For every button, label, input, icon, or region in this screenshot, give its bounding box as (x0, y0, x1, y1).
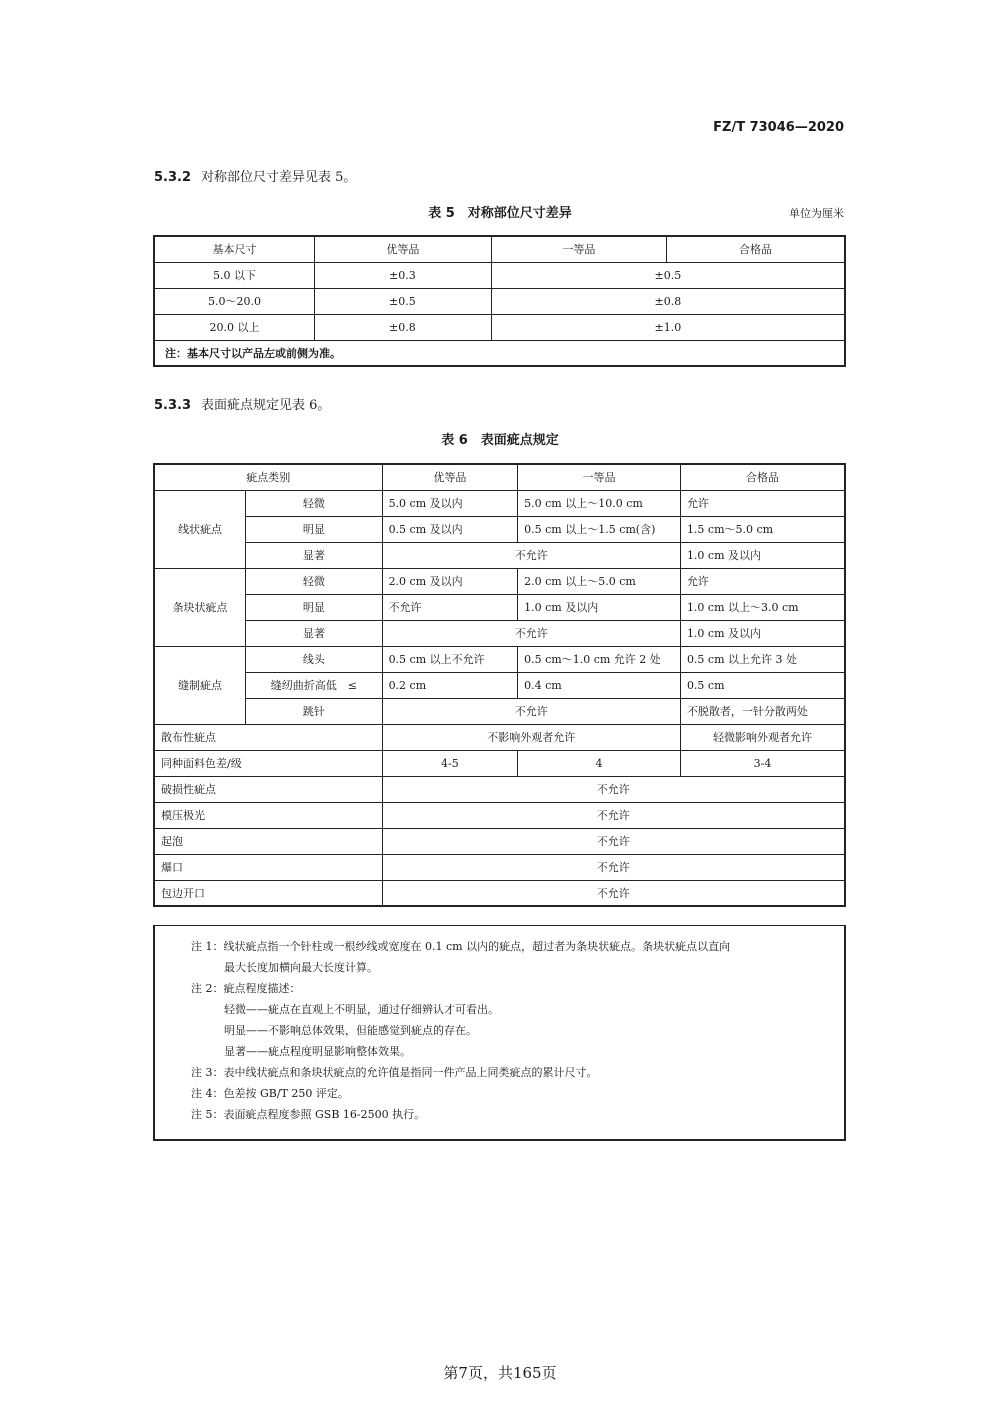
defect-sub-label: 线头 (246, 646, 382, 672)
size-cell: 20.0 以上 (154, 314, 315, 340)
table-row (154, 828, 845, 854)
table6-header: 疵点类别 (154, 464, 382, 490)
defect-label: 爆口 (154, 854, 382, 880)
superior-cell: ±0.5 (315, 288, 492, 314)
first-grade-cell: 0.5 cm 以上～1.5 cm(含) (518, 516, 681, 542)
note-1-continued: 最大长度加横向最大长度计算。 (224, 961, 378, 974)
superior-cell: 2.0 cm 及以内 (382, 568, 518, 594)
table5-header: 合格品 (667, 236, 845, 262)
table5-header: 优等品 (315, 236, 492, 262)
qualified-cell: 1.0 cm 及以内 (680, 620, 845, 646)
defect-label: 同种面料色差/级 (154, 750, 382, 776)
defect-label: 破损性疵点 (154, 776, 382, 802)
table5-unit: 单位为厘米 (789, 207, 844, 220)
table5-note: 注：基本尺寸以产品左或前侧为准。 (154, 340, 845, 366)
defect-sub-label: 明显 (246, 516, 382, 542)
superior-cell: 5.0 cm 及以内 (382, 490, 518, 516)
merged-grade-cell: 不允许 (382, 542, 680, 568)
size-cell: 5.0～20.0 (154, 288, 315, 314)
table-row (154, 262, 845, 288)
first-grade-cell: 1.0 cm 及以内 (518, 594, 681, 620)
note-3: 注 3：表中线状疵点和条块状疵点的允许值是指同一件产品上同类疵点的累计尺寸。 (191, 1066, 598, 1079)
table-row (154, 568, 845, 594)
defect-sub-label: 跳针 (246, 698, 382, 724)
defect-group-label: 条块状疵点 (154, 568, 246, 646)
table-row (154, 802, 845, 828)
table6 (153, 463, 846, 907)
defect-label: 散布性疵点 (154, 724, 382, 750)
table-row (154, 288, 845, 314)
merged-grade-cell: 不允许 (382, 776, 845, 802)
superior-cell: 不允许 (382, 594, 518, 620)
qualified-cell: 不脱散者，一针分散两处 (680, 698, 845, 724)
defect-label: 起泡 (154, 828, 382, 854)
qualified-cell: 1.0 cm 及以内 (680, 542, 845, 568)
table-row (154, 672, 845, 698)
defect-group-label: 线状疵点 (154, 490, 246, 568)
superior-cell: 0.5 cm 及以内 (382, 516, 518, 542)
merged-grade-cell: 不允许 (382, 880, 845, 906)
first-grade-cell: 4 (518, 750, 681, 776)
merged-grade-cell: 不允许 (382, 698, 680, 724)
first-grade-cell: 5.0 cm 以上～10.0 cm (518, 490, 681, 516)
table-row (154, 542, 845, 568)
table-row (154, 750, 845, 776)
first-grade-cell: 0.4 cm (518, 672, 681, 698)
table5-caption: 表 5 对称部位尺寸差异 (428, 206, 572, 221)
defect-sub-label: 显著 (246, 542, 382, 568)
section-5-3-3 (154, 394, 330, 413)
table-row (154, 854, 845, 880)
note-2-significant: 显著——疵点程度明显影响整体效果。 (224, 1045, 411, 1058)
merged-grade-cell: 不允许 (382, 620, 680, 646)
section-number: 5.3.2 (154, 170, 192, 185)
note-2-obvious: 明显——不影响总体效果，但能感觉到疵点的存在。 (224, 1024, 477, 1037)
merged-grade-cell: ±0.5 (491, 262, 845, 288)
table-row (154, 646, 845, 672)
superior-cell: ±0.3 (315, 262, 492, 288)
table-row (154, 776, 845, 802)
qualified-cell: 3-4 (680, 750, 845, 776)
qualified-cell: 0.5 cm (680, 672, 845, 698)
table5-header: 基本尺寸 (154, 236, 315, 262)
note-5: 注 5：表面疵点程度参照 GSB 16-2500 执行。 (191, 1108, 426, 1121)
page-footer: 第7页，共165页 (443, 1364, 557, 1382)
first-grade-cell: 2.0 cm 以上～5.0 cm (518, 568, 681, 594)
table5-header: 一等品 (491, 236, 666, 262)
section-number: 5.3.3 (154, 398, 192, 413)
table-row (154, 620, 845, 646)
defect-sub-label: 轻微 (246, 568, 382, 594)
section-5-3-2 (154, 166, 356, 185)
table-row (154, 594, 845, 620)
superior-cell: 0.5 cm 以上不允许 (382, 646, 518, 672)
defect-label: 模压极光 (154, 802, 382, 828)
table6-header: 一等品 (518, 464, 681, 490)
table6-caption: 表 6 表面疵点规定 (441, 433, 559, 448)
table6-notes (153, 925, 846, 1141)
table6-header: 优等品 (382, 464, 518, 490)
defect-label: 包边开口 (154, 880, 382, 906)
defect-group-label: 缝制疵点 (154, 646, 246, 724)
merged-grade-cell: 不影响外观者允许 (382, 724, 680, 750)
superior-cell: ±0.8 (315, 314, 492, 340)
size-cell: 5.0 以下 (154, 262, 315, 288)
table-row (154, 490, 845, 516)
defect-sub-label: 明显 (246, 594, 382, 620)
table-row (154, 314, 845, 340)
merged-grade-cell: ±1.0 (491, 314, 845, 340)
qualified-cell: 1.0 cm 以上～3.0 cm (680, 594, 845, 620)
qualified-cell: 轻微影响外观者允许 (680, 724, 845, 750)
defect-sub-label: 显著 (246, 620, 382, 646)
standard-code: FZ/T 73046—2020 (713, 120, 844, 135)
superior-cell: 4-5 (382, 750, 518, 776)
table-row (154, 698, 845, 724)
qualified-cell: 1.5 cm～5.0 cm (680, 516, 845, 542)
table-row (154, 724, 845, 750)
defect-sub-label: 轻微 (246, 490, 382, 516)
note-2-slight: 轻微——疵点在直观上不明显，通过仔细辨认才可看出。 (224, 1003, 499, 1016)
table5-header-row (154, 236, 845, 262)
merged-grade-cell: 不允许 (382, 854, 845, 880)
merged-grade-cell: 不允许 (382, 828, 845, 854)
merged-grade-cell: ±0.8 (491, 288, 845, 314)
qualified-cell: 允许 (680, 490, 845, 516)
table6-header: 合格品 (680, 464, 845, 490)
table6-header-row (154, 464, 845, 490)
note-4: 注 4：色差按 GB/T 250 评定。 (191, 1087, 349, 1100)
table-row (154, 516, 845, 542)
qualified-cell: 允许 (680, 568, 845, 594)
note-2: 注 2：疵点程度描述： (191, 982, 301, 995)
superior-cell: 0.2 cm (382, 672, 518, 698)
table5-note-row (154, 340, 845, 366)
defect-sub-label: 缝纫曲折高低 ≤ (246, 672, 382, 698)
table5 (153, 235, 846, 367)
merged-grade-cell: 不允许 (382, 802, 845, 828)
qualified-cell: 0.5 cm 以上允许 3 处 (680, 646, 845, 672)
section-text: 对称部位尺寸差异见表 5。 (201, 170, 357, 185)
section-text: 表面疵点规定见表 6。 (201, 398, 331, 413)
note-1: 注 1：线状疵点指一个针柱或一根纱线或宽度在 0.1 cm 以内的疵点，超过者为条块状疵点。条块状疵点以直向 (191, 940, 731, 953)
table-row (154, 880, 845, 906)
first-grade-cell: 0.5 cm～1.0 cm 允许 2 处 (518, 646, 681, 672)
